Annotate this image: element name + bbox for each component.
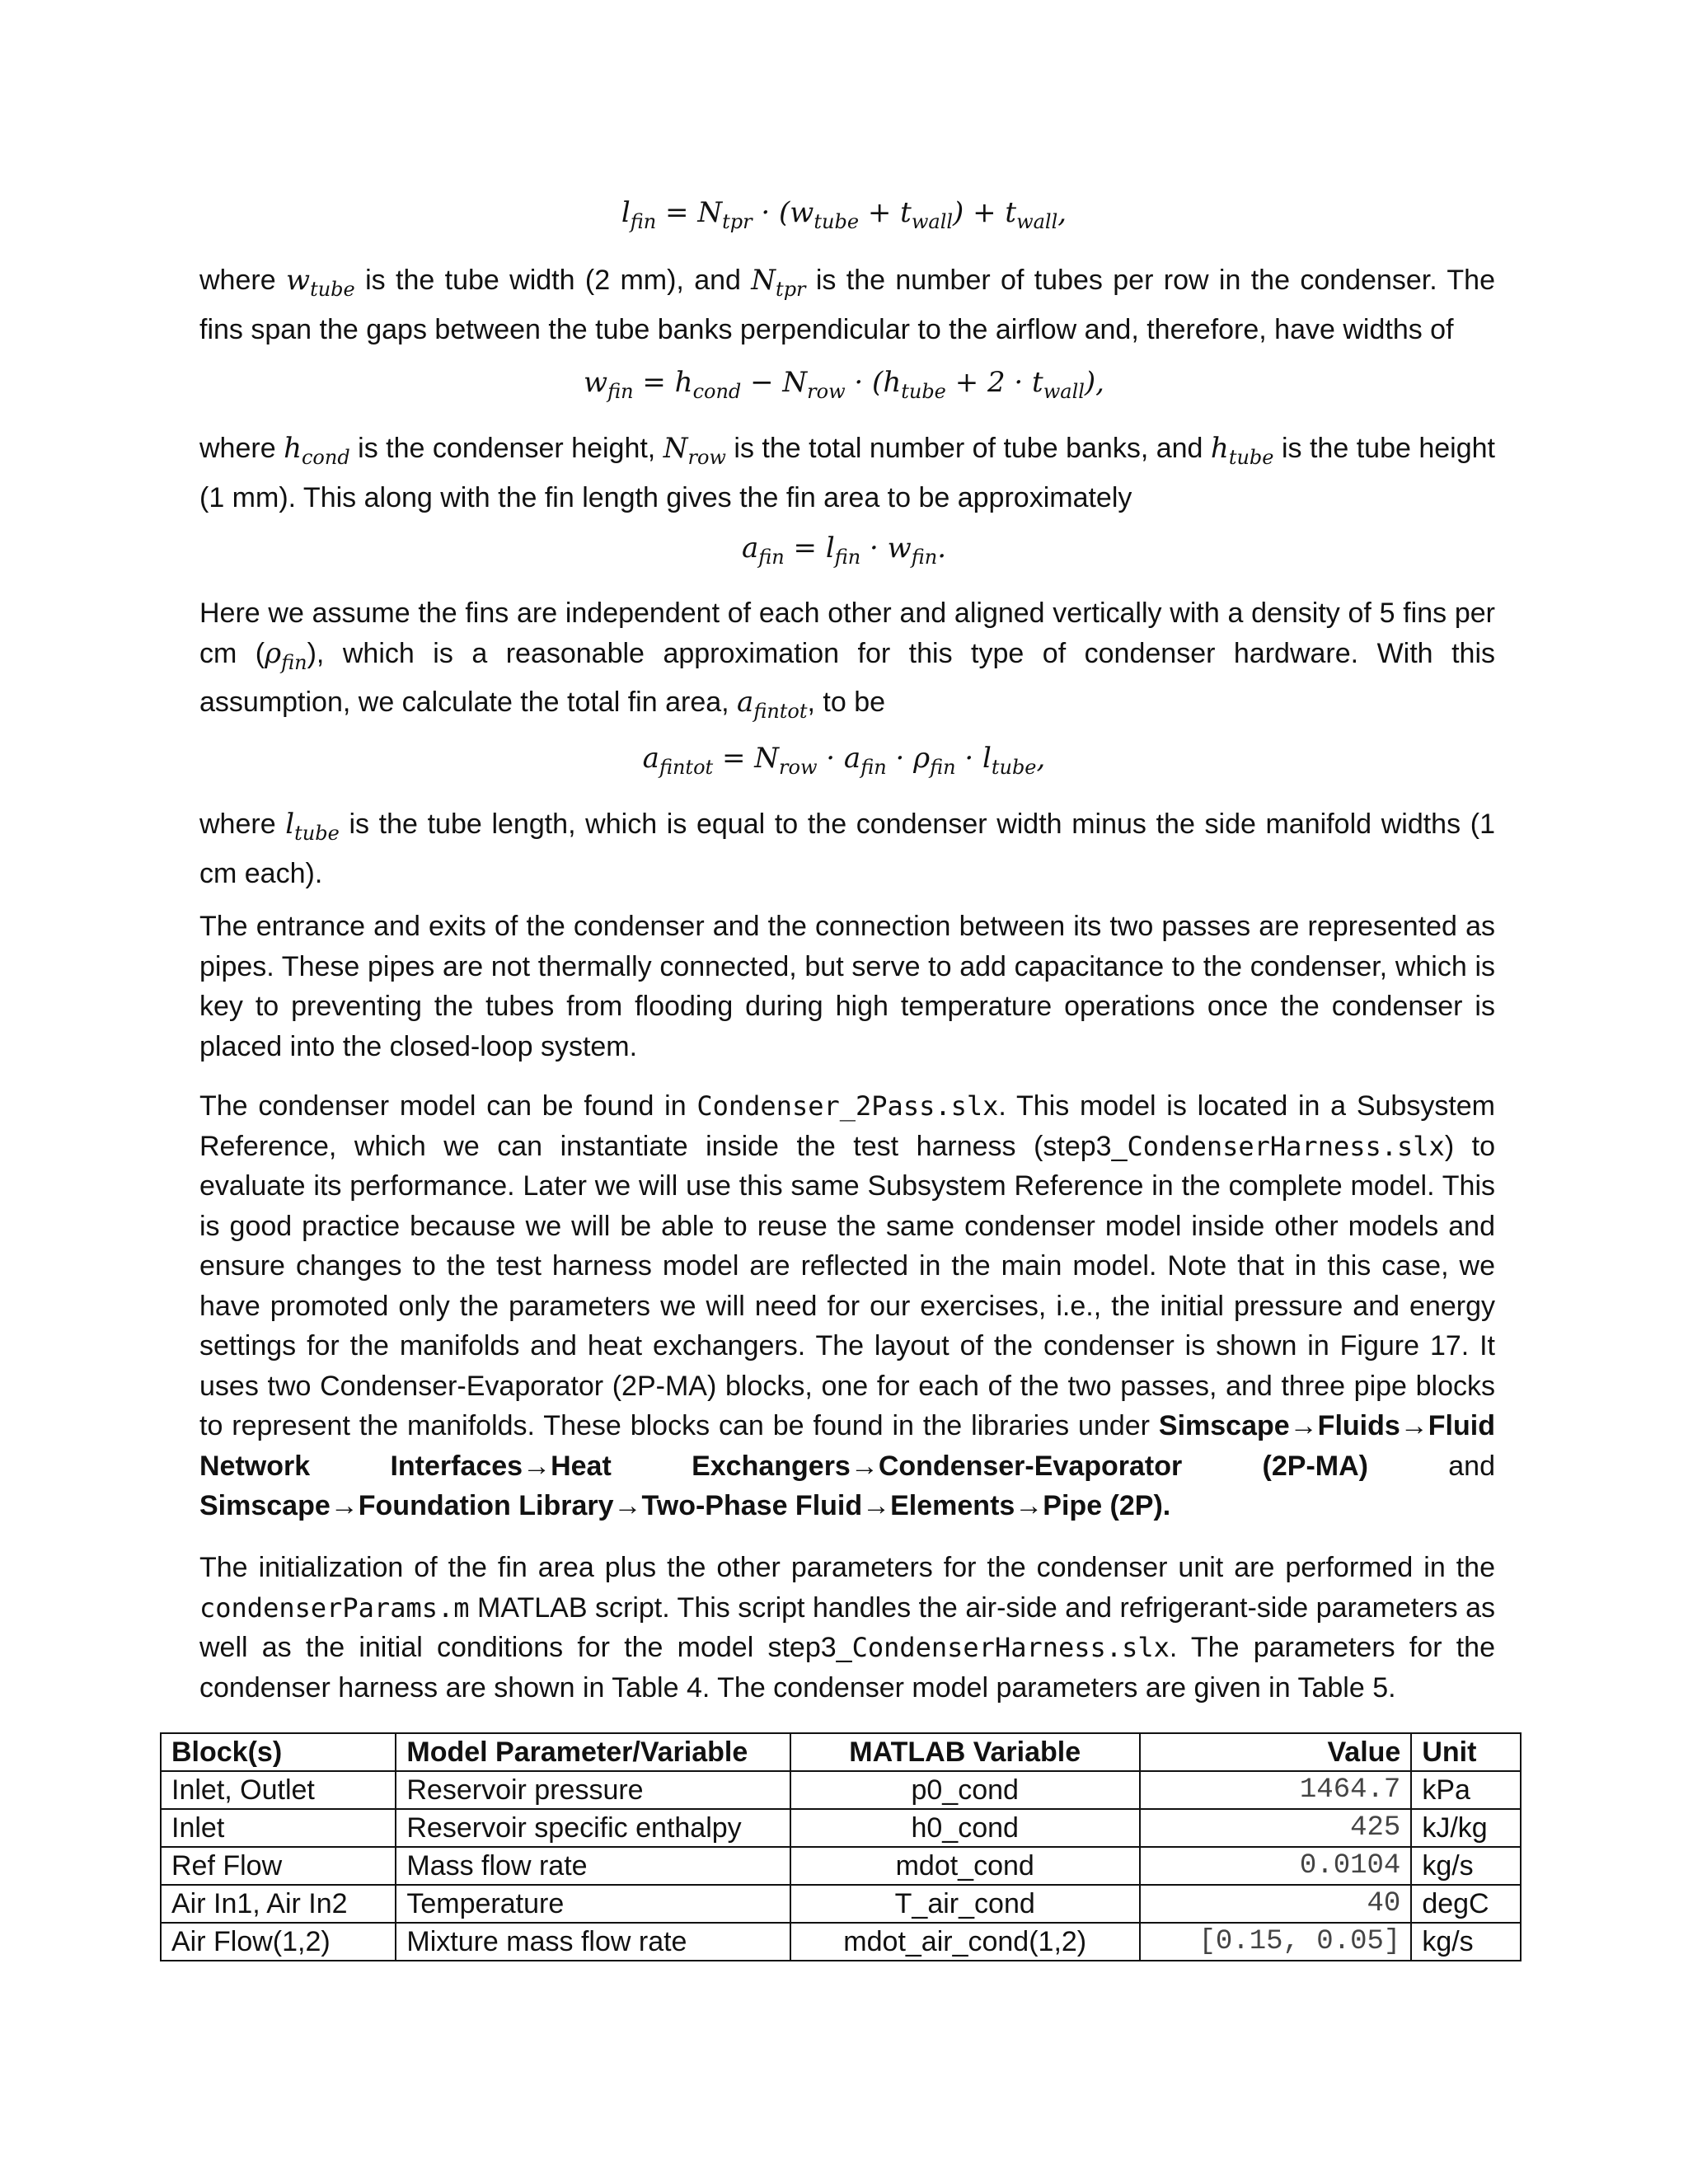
column-header-model-parameter: Model Parameter/Variable <box>396 1733 790 1771</box>
cell-blocks: Air Flow(1,2) <box>161 1923 396 1961</box>
cell-value: 425 <box>1140 1809 1412 1847</box>
column-header-matlab-variable: MATLAB Variable <box>790 1733 1140 1771</box>
equation-fin-length: $l_{fin} = N_{tpr} \cdot (w_{tube} + t_{wall}) + t_{wall}$, <box>621 196 1067 233</box>
condenser-harness-parameters-table <box>160 1732 1522 1961</box>
cell-blocks: Air In1, Air In2 <box>161 1885 396 1923</box>
paragraph-condenser-height: where $h_{cond}$ is the condenser height, $N_{row}$ is the total number of tube banks, and $h_{tube}$ is the tube height (1 mm). This along with the fin length gives the fin area to be approximately <box>199 432 1495 513</box>
cell-model-parameter: Temperature <box>396 1885 790 1923</box>
paragraph-fin-density: Here we assume the fins are independent of each other and aligned vertically with a density of 5 fins per cm $(\rho_{fin})$, which is a reasonable approximation for this type of condenser hardware. With this assumption, we calculate the total fin area, $a_{fintot}$, to be <box>199 598 1495 723</box>
column-header-unit: Unit <box>1411 1733 1521 1771</box>
cell-blocks: Ref Flow <box>161 1847 396 1885</box>
cell-unit: degC <box>1411 1885 1521 1923</box>
table-row <box>161 1885 1521 1923</box>
paragraph-condenser-model: The condenser model can be found in Condenser_2Pass.slx. This model is located in a Subsystem Reference, which we can instantiate inside the test harness (step3_CondenserHarness.slx) to evaluate its performance. Later we will use this same Subsystem Reference in the complete model. This is good practice because we will be able to reuse the same condenser model inside other models and ensure changes to the test harness model are reflected in the main model. Note that in this case, we have promoted only the parameters we will need for our exercises, i.e., the initial pressure and energy settings for the manifolds and heat exchangers. The layout of the condenser is shown in Figure 17. It uses two Condenser-Evaporator (2P-MA) blocks, one for each of the two passes, and three pipe blocks to represent the manifolds. These blocks can be found in the libraries under Simscape→Fluids→Fluid Network Interfaces→Heat Exchangers→Condenser-Evaporator (2P-MA) and Simscape→Foundation Library→Two-Phase Fluid→Elements→Pipe (2P). <box>199 1090 1496 1521</box>
table-row <box>161 1847 1521 1885</box>
cell-matlab-variable: mdot_air_cond(1,2) <box>790 1923 1140 1961</box>
table-row <box>161 1771 1521 1809</box>
equation-fin-width: $w_{fin} = h_{cond} - N_{row} \cdot (h_{tube} + 2 \cdot t_{wall})$, <box>583 366 1104 403</box>
cell-blocks: Inlet, Outlet <box>161 1771 396 1809</box>
cell-matlab-variable: p0_cond <box>790 1771 1140 1809</box>
cell-unit: kg/s <box>1411 1923 1521 1961</box>
equation-fin-area: $a_{fin} = l_{fin} \cdot w_{fin}$. <box>741 532 946 569</box>
paragraph-tube-length: where $l_{tube}$ is the tube length, which is equal to the condenser width minus the side manifold widths (1 cm each). <box>199 808 1495 889</box>
cell-model-parameter: Mixture mass flow rate <box>396 1923 790 1961</box>
cell-value: 1464.7 <box>1140 1771 1412 1809</box>
cell-unit: kJ/kg <box>1411 1809 1521 1847</box>
cell-blocks: Inlet <box>161 1809 396 1847</box>
table-row <box>161 1809 1521 1847</box>
cell-unit: kPa <box>1411 1771 1521 1809</box>
equation-total-fin-area: $a_{fintot} = N_{row} \cdot a_{fin} \cdot \rho_{fin} \cdot l_{tube}$, <box>642 742 1046 779</box>
paragraph-tube-width: where $w_{tube}$ is the tube width (2 mm), and $N_{tpr}$ is the number of tubes per row in the condenser. The fins span the gaps between the tube banks perpendicular to the airflow and, therefore, have widths of <box>199 264 1495 345</box>
column-header-blocks: Block(s) <box>161 1733 396 1771</box>
paragraph-initialization: The initialization of the fin area plus the other parameters for the condenser unit are performed in the condenserParams.m MATLAB script. This script handles the air-side and refrigerant-side parameters as well as the initial conditions for the model step3_CondenserHarness.slx. The parameters for the condenser harness are shown in Table 4. The condenser model parameters are given in Table 5. <box>199 1552 1495 1704</box>
cell-matlab-variable: T_air_cond <box>790 1885 1140 1923</box>
cell-model-parameter: Reservoir pressure <box>396 1771 790 1809</box>
cell-value: 0.0104 <box>1140 1847 1412 1885</box>
cell-matlab-variable: mdot_cond <box>790 1847 1140 1885</box>
cell-model-parameter: Reservoir specific enthalpy <box>396 1809 790 1847</box>
cell-model-parameter: Mass flow rate <box>396 1847 790 1885</box>
paragraph-pipes: The entrance and exits of the condenser and the connection between its two passes are represented as pipes. These pipes are not thermally connected, but serve to add capacitance to the condenser, which is key to preventing the tubes from flooding during high temperature operations once the condenser is placed into the closed-loop system. <box>199 911 1495 1062</box>
cell-value: [0.15, 0.05] <box>1140 1923 1412 1961</box>
cell-matlab-variable: h0_cond <box>790 1809 1140 1847</box>
column-header-value: Value <box>1140 1733 1412 1771</box>
cell-unit: kg/s <box>1411 1847 1521 1885</box>
cell-value: 40 <box>1140 1885 1412 1923</box>
table-header-row <box>161 1733 1521 1771</box>
table-row <box>161 1923 1521 1961</box>
